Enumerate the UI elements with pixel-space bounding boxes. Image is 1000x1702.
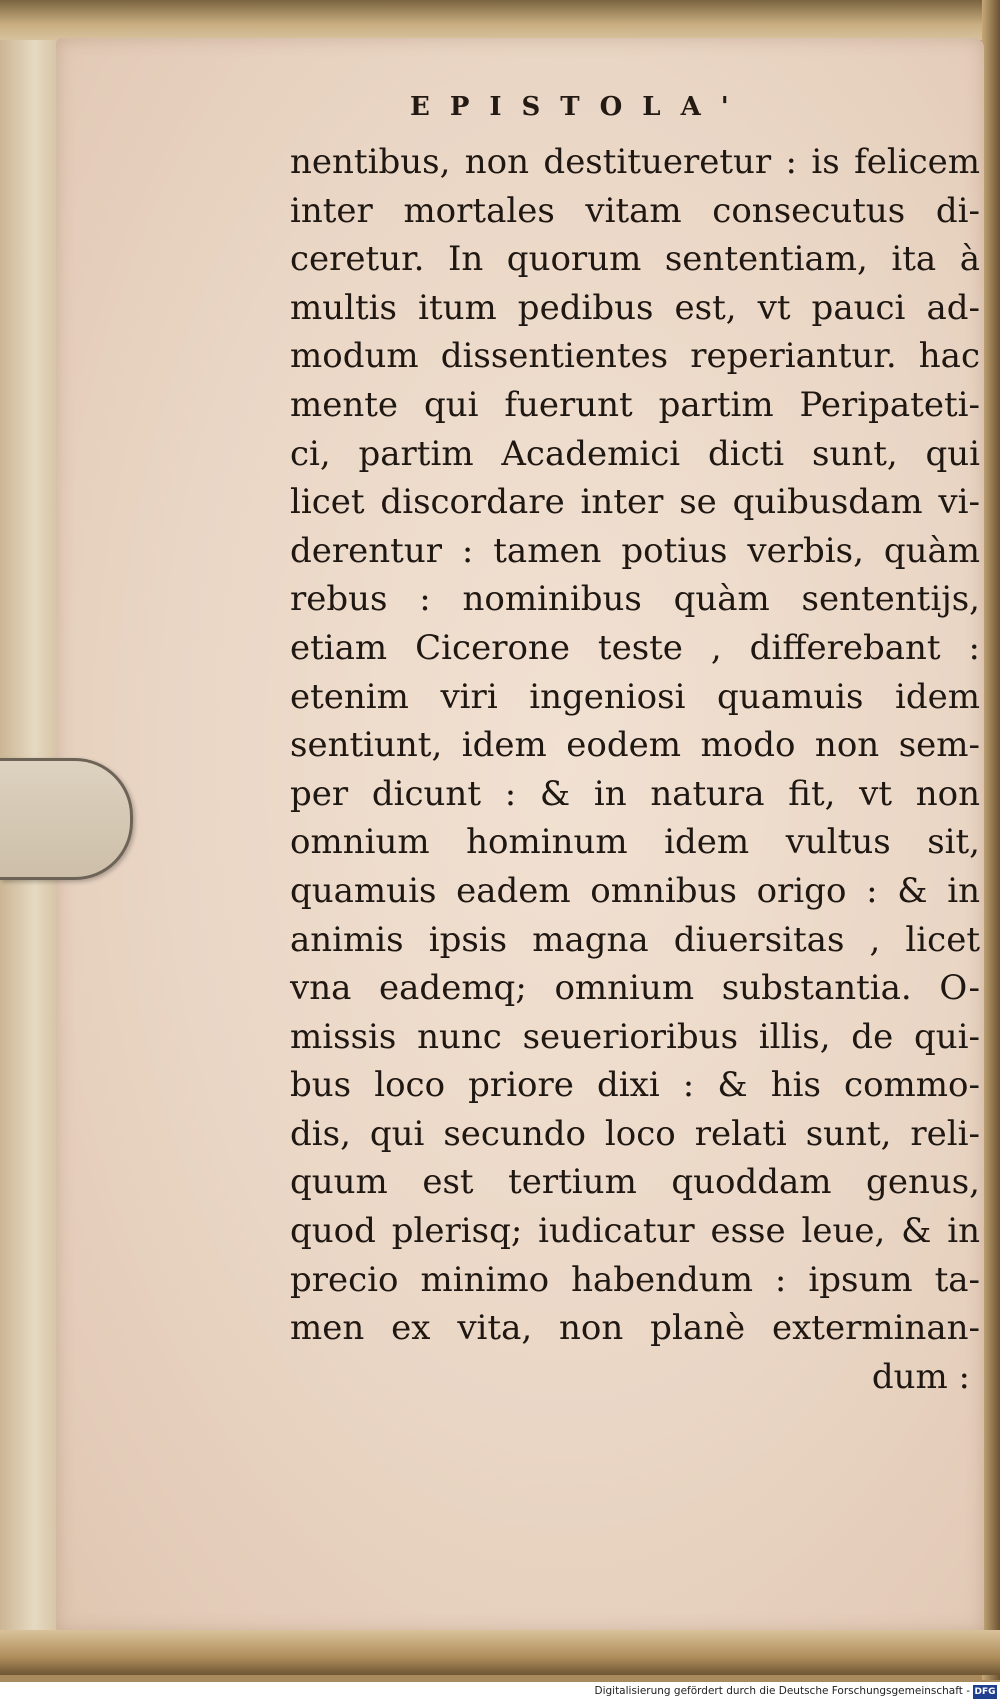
text-line: dis, qui secundo loco relati sunt, reli-	[290, 1113, 980, 1154]
text-line: men ex vita, non planè exterminan-	[290, 1308, 980, 1349]
text-line: nentibus, non destitueretur : is felicem	[290, 142, 980, 182]
text-line: bus loco priore dixi : & his commo-	[290, 1065, 980, 1106]
book-top-edge	[0, 0, 1000, 40]
text-line: rebus : nominibus quàm sententijs,	[290, 579, 980, 620]
text-line: per dicunt : & in natura fit, vt non	[290, 773, 980, 814]
text-line: vna eademq; omnium substantia. O-	[290, 968, 980, 1009]
book-fore-edge	[982, 0, 1000, 1680]
text-line: quod plerisq; iudicatur esse leue, & in	[290, 1211, 980, 1252]
digitization-credit-bar	[0, 1682, 1000, 1702]
text-line: ci, partim Academici dicti sunt, qui	[290, 433, 980, 474]
text-line: inter mortales vitam consecutus di-	[290, 190, 980, 231]
text-line: precio minimo habendum : ipsum ta-	[290, 1259, 980, 1300]
text-line: ceretur. In quorum sententiam, ita à	[290, 239, 980, 280]
catchword: dum :	[871, 1356, 970, 1397]
text-line: licet discordare inter se quibusdam vi-	[290, 482, 980, 523]
text-line: etenim viri ingeniosi quamuis idem	[290, 676, 980, 717]
text-line: multis itum pedibus est, vt pauci ad-	[290, 287, 980, 328]
funding-credit: Digitalisierung gefördert durch die Deutsche Forschungsgemeinschaft -	[594, 1685, 970, 1697]
text-line: quamuis eadem omnibus origo : & in	[290, 870, 980, 911]
text-line: mente qui fuerunt partim Peripateti-	[290, 384, 980, 425]
text-line: animis ipsis magna diuersitas , licet	[290, 919, 980, 960]
dfg-logo: DFG	[974, 1687, 996, 1697]
body-text	[290, 138, 980, 1401]
book-clasp	[0, 758, 133, 880]
text-line: quum est tertium quoddam genus,	[290, 1162, 980, 1203]
book-bottom-edge	[0, 1630, 1000, 1675]
text-line: omnium hominum idem vultus sit,	[290, 822, 980, 863]
text-line: sentiunt, idem eodem modo non sem-	[290, 725, 980, 766]
running-head: EPISTOLA'	[410, 92, 749, 122]
text-line: derentur : tamen potius verbis, quàm	[290, 530, 980, 571]
text-line: missis nunc seuerioribus illis, de qui-	[290, 1016, 980, 1057]
text-line: modum dissentientes reperiantur. hac	[290, 336, 980, 377]
text-line: etiam Cicerone teste , differebant :	[290, 627, 980, 668]
